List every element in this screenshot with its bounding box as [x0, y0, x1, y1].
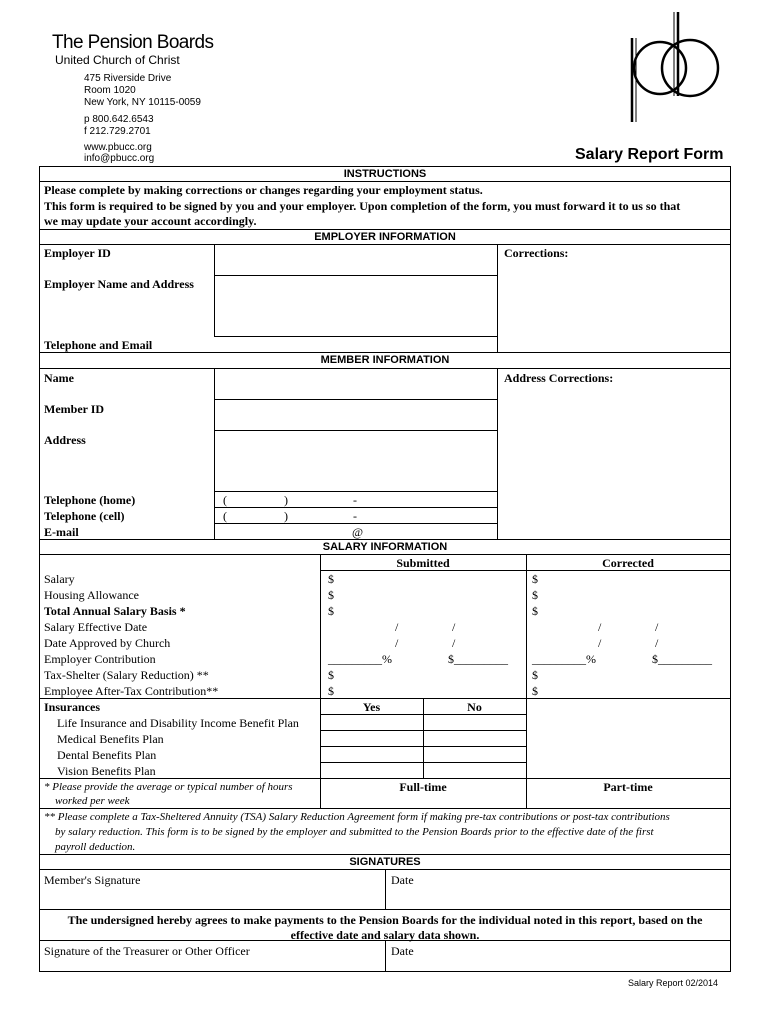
agreement-line-2: effective date and salary data shown. [290, 928, 480, 942]
address-corrections-label: Address Corrections: [504, 371, 614, 385]
member-id-field[interactable] [215, 400, 496, 429]
website: www.pbucc.org [84, 142, 152, 153]
employer-id-label: Employer ID [44, 246, 111, 260]
instructions-line-3: we may update your account accordingly. [44, 214, 257, 228]
employer-contribution-submitted-pct[interactable]: _________% [328, 652, 392, 666]
employer-corrections-field[interactable] [498, 262, 729, 351]
telephone-cell-field[interactable] [215, 508, 496, 522]
effective-date-submitted-slash-2: / [452, 620, 456, 634]
total-salary-basis-label: Total Annual Salary Basis * [44, 604, 186, 618]
date-approved-label: Date Approved by Church [44, 636, 171, 650]
effective-date-corrected-slash-2: / [655, 620, 659, 634]
member-signature-date-label: Date [391, 873, 414, 887]
member-id-label: Member ID [44, 402, 105, 416]
insurances-label: Insurances [44, 700, 101, 714]
after-tax-submitted-field[interactable]: $ [328, 684, 334, 698]
member-name-label: Name [44, 371, 74, 385]
dental-no-field[interactable] [424, 747, 525, 761]
employer-contribution-corrected-dollar[interactable]: $_________ [652, 652, 712, 666]
life-insurance-yes-field[interactable] [321, 715, 422, 729]
employer-telephone-field[interactable] [215, 337, 496, 351]
footer-revision: Salary Report 02/2014 [628, 978, 719, 988]
address-line-2: Room 1020 [84, 85, 136, 96]
agreement-line-1: The undersigned hereby agrees to make payments to the Pension Boards for the individual noted in this report, based on the [67, 913, 703, 927]
pb-logo-icon [618, 10, 733, 130]
housing-allowance-label: Housing Allowance [44, 588, 139, 602]
approved-date-corrected-slash-1: / [598, 636, 602, 650]
telephone-cell-label: Telephone (cell) [44, 509, 125, 523]
member-heading: MEMBER INFORMATION [320, 354, 450, 366]
approved-date-submitted-slash-1: / [395, 636, 399, 650]
after-tax-corrected-field[interactable]: $ [532, 684, 538, 698]
employee-after-tax-label: Employee After-Tax Contribution** [44, 684, 219, 698]
treasurer-signature-label: Signature of the Treasurer or Other Officer [44, 944, 250, 958]
tax-shelter-submitted-field[interactable]: $ [328, 668, 334, 682]
outer-border-bottom [39, 971, 731, 972]
salary-heading: SALARY INFORMATION [322, 541, 448, 553]
housing-submitted-field[interactable]: $ [328, 588, 334, 602]
yes-column-header: Yes [362, 700, 381, 714]
address-line-3: New York, NY 10115-0059 [84, 97, 201, 108]
member-name-field[interactable] [215, 369, 496, 398]
employer-corrections-label: Corrections: [504, 246, 569, 260]
email-at-sign: @ [352, 525, 364, 539]
vision-yes-field[interactable] [321, 763, 422, 777]
life-insurance-no-field[interactable] [424, 715, 525, 729]
effective-date-submitted-slash-1: / [395, 620, 399, 634]
corrected-column-header: Corrected [602, 556, 654, 570]
tel-home-paren-close: ) [284, 493, 288, 507]
form-title: Salary Report Form [575, 146, 724, 163]
member-address-field[interactable] [215, 431, 496, 490]
member-signature-date-field[interactable] [386, 886, 729, 908]
rule [39, 554, 731, 555]
member-signature-label: Member's Signature [44, 873, 141, 887]
tel-cell-dash: - [353, 509, 357, 523]
rule [320, 570, 731, 571]
rule [39, 181, 731, 182]
treasurer-signature-field[interactable] [40, 957, 384, 970]
employer-name-label: Employer Name and Address [44, 277, 194, 291]
submitted-column-header: Submitted [396, 556, 450, 570]
no-column-header: No [467, 700, 482, 714]
employer-contribution-corrected-pct[interactable]: _________% [532, 652, 596, 666]
outer-border-left [39, 166, 40, 972]
hours-note-line-1: * Please provide the average or typical number of hours [44, 781, 293, 793]
employer-contribution-submitted-dollar[interactable]: $_________ [448, 652, 508, 666]
approved-date-submitted-slash-2: / [452, 636, 456, 650]
salary-label: Salary [44, 572, 75, 586]
hours-note-line-2: worked per week [55, 795, 130, 807]
instructions-heading: INSTRUCTIONS [343, 168, 427, 180]
part-time-label[interactable]: Part-time [603, 780, 653, 794]
medical-no-field[interactable] [424, 731, 525, 745]
tel-cell-paren-close: ) [284, 509, 288, 523]
total-submitted-field[interactable]: $ [328, 604, 334, 618]
fax-number: f 212.729.2701 [84, 126, 151, 137]
full-time-label[interactable]: Full-time [399, 780, 447, 794]
address-line-1: 475 Riverside Drive [84, 73, 172, 84]
rule [526, 554, 527, 808]
instructions-line-2: This form is required to be signed by you and your employer. Upon completion of the form, you must forward it to us so that [44, 199, 681, 213]
contact-email: info@pbucc.org [84, 153, 155, 164]
employer-contribution-label: Employer Contribution [44, 652, 156, 666]
org-subtitle: United Church of Christ [55, 53, 180, 67]
tel-home-dash: - [353, 493, 357, 507]
telephone-home-label: Telephone (home) [44, 493, 136, 507]
medical-plan-label: Medical Benefits Plan [57, 732, 164, 746]
rule [39, 909, 731, 910]
tsa-note-line-2: by salary reduction. This form is to be signed by the employer and submitted to the Pension Boards prior to the effective date of the first [55, 826, 654, 838]
tax-shelter-label: Tax-Shelter (Salary Reduction) ** [44, 668, 209, 682]
tel-home-paren-open: ( [223, 493, 227, 507]
salary-effective-date-label: Salary Effective Date [44, 620, 148, 634]
signatures-heading: SIGNATURES [349, 856, 421, 868]
member-address-label: Address [44, 433, 86, 447]
rule [39, 698, 731, 699]
address-corrections-field[interactable] [498, 386, 729, 538]
org-name: The Pension Boards [52, 32, 214, 53]
email-label: E-mail [44, 525, 79, 539]
tsa-note-line-1: ** Please complete a Tax-Sheltered Annuity (TSA) Salary Reduction Agreement form if making pre-tax contributions or post-tax contributions [44, 811, 670, 823]
dental-plan-label: Dental Benefits Plan [57, 748, 157, 762]
medical-yes-field[interactable] [321, 731, 422, 745]
vision-plan-label: Vision Benefits Plan [57, 764, 156, 778]
rule [39, 778, 731, 779]
effective-date-corrected-slash-1: / [598, 620, 602, 634]
approved-date-corrected-slash-2: / [655, 636, 659, 650]
rule [39, 808, 731, 809]
tsa-note-line-3: payroll deduction. [55, 841, 136, 853]
treasurer-signature-date-label: Date [391, 944, 414, 958]
dental-yes-field[interactable] [321, 747, 422, 761]
email-field[interactable] [215, 524, 496, 538]
phone-number: p 800.642.6543 [84, 114, 154, 125]
salary-submitted-field[interactable]: $ [328, 572, 334, 586]
member-signature-field[interactable] [40, 886, 384, 908]
outer-border-right [730, 166, 731, 972]
employer-telephone-label: Telephone and Email [44, 338, 153, 352]
employer-name-address-field[interactable] [215, 276, 496, 335]
telephone-home-field[interactable] [215, 492, 496, 506]
salary-corrected-field[interactable]: $ [532, 572, 538, 586]
vision-no-field[interactable] [424, 763, 525, 777]
tel-cell-paren-open: ( [223, 509, 227, 523]
employer-heading: EMPLOYER INFORMATION [314, 231, 456, 243]
tax-shelter-corrected-field[interactable]: $ [532, 668, 538, 682]
life-insurance-plan-label: Life Insurance and Disability Income Benefit Plan [57, 716, 299, 730]
instructions-line-1: Please complete by making corrections or changes regarding your employment status. [44, 183, 483, 197]
treasurer-signature-date-field[interactable] [386, 957, 729, 970]
total-corrected-field[interactable]: $ [532, 604, 538, 618]
employer-id-field[interactable] [215, 245, 496, 274]
housing-corrected-field[interactable]: $ [532, 588, 538, 602]
